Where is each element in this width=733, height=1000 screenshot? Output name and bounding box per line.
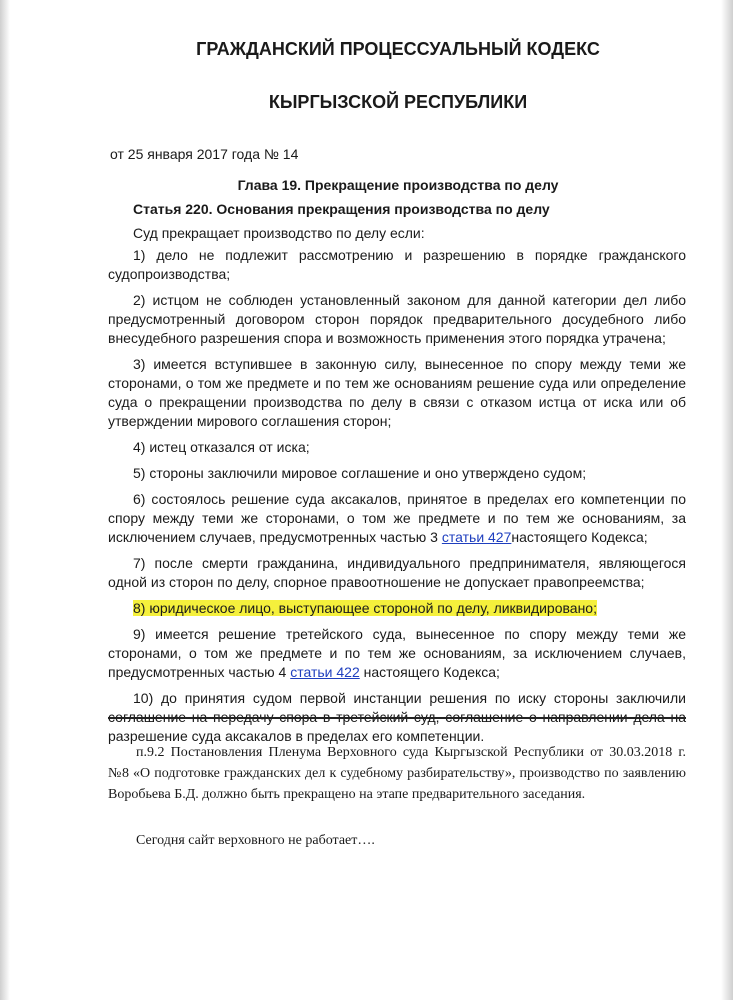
list-item: 1) дело не подлежит рассмотрению и разрешению в порядке гражданского судопроизводства; <box>108 247 686 282</box>
grounds-list <box>108 246 686 753</box>
document-title-line2: КЫРГЫЗСКОЙ РЕСПУБЛИКИ <box>268 92 528 112</box>
highlighted-text: 8) юридическое лицо, выступающее стороной по делу, ликвидировано; <box>133 600 597 616</box>
comment-text: Сегодня сайт верховного не работает…. <box>136 833 375 848</box>
article-heading: Статья 220. Основания прекращения производства по делу <box>133 201 550 217</box>
list-item: 2) истцом не соблюден установленный законом для данной категории дел либо предусмотренный договором сторон порядок предварительного досудебного либо внесудебного разрешения спора и возможность применения этого порядка утрачена; <box>108 292 686 346</box>
list-item-text: настоящего Кодекса; <box>511 529 648 545</box>
document-date: от 25 января 2017 года № 14 <box>110 146 299 162</box>
list-item: 10) до принятия судом первой инстанции решения по иску стороны заключили соглашение на передачу спора в третейский суд, соглашение о направлении дела на разрешение суда аксакалов в пределах его компетенции. <box>108 690 686 744</box>
article-intro: Суд прекращает производство по делу если: <box>133 225 425 241</box>
scan-shadow-left <box>0 0 10 1000</box>
list-item-highlighted <box>108 599 686 618</box>
list-item-text: 9) имеется решение третейского суда, вынесенное по спору между теми же сторонами, о том же предмете и по тем же основаниям, за исключением случаев, предусмотренных частью 4 <box>108 626 686 680</box>
list-item: 3) имеется вступившее в законную силу, вынесенное по спору между теми же сторонами, о том же предмете и по тем же основаниям решение суда или определение суда о прекращении производства по делу в связи с отказом истца от иска или об утверждении мирового соглашения сторон; <box>108 356 686 429</box>
document-title-line1: ГРАЖДАНСКИЙ ПРОЦЕССУАЛЬНЫЙ КОДЕКС <box>196 39 600 59</box>
article-427-link[interactable]: статьи 427 <box>441 529 512 545</box>
list-item-text: 6) состоялось решение суда аксакалов, принятое в пределах его компетенции по спору между теми же сторонами, о том же предмете и по тем же основаниям, за исключением случаев, предусмотренных частью 3 <box>108 491 686 545</box>
list-item <box>108 625 686 682</box>
list-item <box>108 490 686 547</box>
plenum-note: п.9.2 Постановления Пленума Верховного суда Кыргызской Республики от 30.03.2018 г. №8 «О подготовке гражданских дел к судебному разбирательству», производство по заявлению Воробьева Б.Д. должно быть прекращено на этапе предварительного заседания. <box>108 745 686 802</box>
scan-shadow-right <box>721 0 733 1000</box>
chapter-heading: Глава 19. Прекращение производства по делу <box>237 177 559 193</box>
underline-divider <box>108 717 686 719</box>
list-item-text: настоящего Кодекса; <box>359 664 500 680</box>
list-item: 7) после смерти гражданина, индивидуального предпринимателя, являющегося одной из сторон по делу, спорное правоотношение не допускает правопреемства; <box>108 555 686 590</box>
list-item: 5) стороны заключили мировое соглашение и оно утверждено судом; <box>133 465 587 481</box>
article-422-link[interactable]: статьи 422 <box>290 664 360 680</box>
list-item: 4) истец отказался от иска; <box>133 439 310 455</box>
